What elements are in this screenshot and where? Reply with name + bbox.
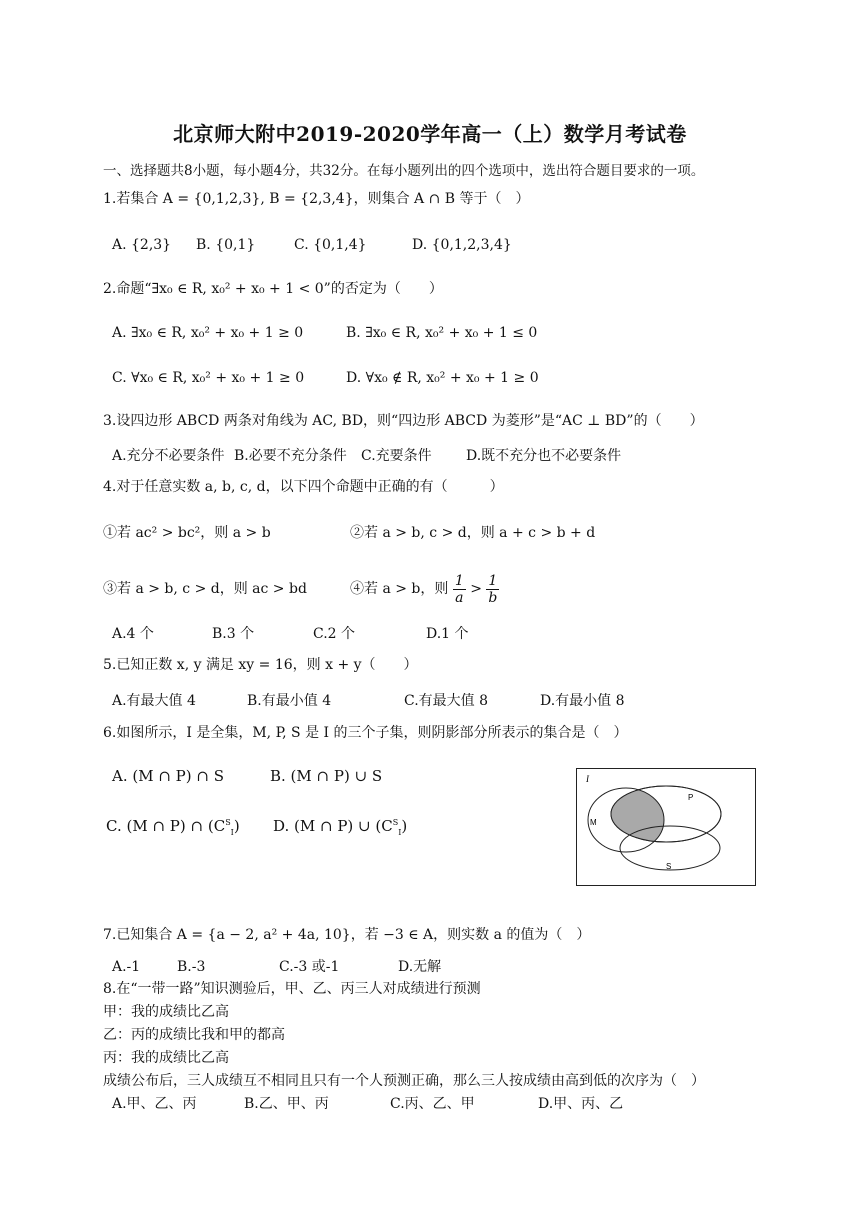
q2-option-c[interactable]: C. ∀x₀ ∈ R, x₀² + x₀ + 1 ≥ 0 xyxy=(112,370,305,386)
q7-option-b[interactable]: B.-3 xyxy=(177,959,206,975)
q8-option-a[interactable]: A.甲、乙、丙 xyxy=(112,1096,197,1112)
q4-statement-3: ③若 a > b, c > d，则 ac > bd xyxy=(103,581,307,597)
q6-d-close: ) xyxy=(401,817,408,835)
q7-option-c[interactable]: C.-3 或-1 xyxy=(279,959,340,975)
frac2-numerator: 1 xyxy=(488,572,498,589)
frac1-numerator: 1 xyxy=(454,572,464,589)
q2-stem: 2.命题“∃x₀ ∈ R, x₀² + x₀ + 1 < 0”的否定为（ ） xyxy=(103,281,443,297)
frac1-denominator: a xyxy=(455,589,464,606)
page-title: 北京师大附中2019-2020学年高一（上）数学月考试卷 xyxy=(173,122,687,146)
q8-option-c[interactable]: C.丙、乙、甲 xyxy=(390,1096,475,1112)
q4-statement-4 xyxy=(350,572,499,606)
q8-stem: 8.在“一带一路”知识测验后，甲、乙、丙三人对成绩进行预测 xyxy=(103,981,481,997)
q4-stem: 4.对于任意实数 a, b, c, d，以下四个命题中正确的有（ ） xyxy=(103,479,504,495)
q4-option-a[interactable]: A.4 个 xyxy=(112,626,154,642)
q5-stem: 5.已知正数 x, y 满足 xy = 16，则 x + y（ ） xyxy=(103,657,418,673)
q6-option-a[interactable]: A. (M ∩ P) ∩ S xyxy=(112,767,225,785)
q8-line-2: 乙：丙的成绩比我和甲的都高 xyxy=(103,1027,285,1043)
q3-stem: 3.设四边形 ABCD 两条对角线为 AC, BD，则“四边形 ABCD 为菱形”是“AC ⊥ BD”的（ ） xyxy=(103,413,704,429)
q8-line-1: 甲：我的成绩比乙高 xyxy=(103,1004,229,1020)
q6-d-sub: I xyxy=(398,828,402,837)
q3-option-c[interactable]: C.充要条件 xyxy=(361,448,432,464)
q6-option-d-text: D. (M ∩ P) ∪ (C xyxy=(273,817,393,835)
q4-option-c[interactable]: C.2 个 xyxy=(313,626,356,642)
q6-c-close: ) xyxy=(233,817,240,835)
q5-option-a[interactable]: A.有最大值 4 xyxy=(112,693,196,709)
q6-option-c-text: C. (M ∩ P) ∩ (C xyxy=(106,817,226,835)
q8-line-3: 丙：我的成绩比乙高 xyxy=(103,1050,229,1066)
q6-c-sub: I xyxy=(230,828,234,837)
label-s: S xyxy=(666,862,672,871)
q8-line-4: 成绩公布后，三人成绩互不相同且只有一个人预测正确，那么三人按成绩由高到低的次序为（ ） xyxy=(103,1073,705,1089)
label-p: P xyxy=(688,793,694,802)
q8-option-b[interactable]: B.乙、甲、丙 xyxy=(244,1096,329,1112)
q8-option-d[interactable]: D.甲、丙、乙 xyxy=(538,1096,624,1112)
q7-stem: 7.已知集合 A = {a − 2, a² + 4a, 10}，若 −3 ∈ A，则实数 a 的值为（ ） xyxy=(103,927,591,943)
q4-option-b[interactable]: B.3 个 xyxy=(212,626,255,642)
frac2-denominator: b xyxy=(488,589,498,606)
q6-option-c[interactable] xyxy=(106,814,240,842)
q2-option-a[interactable]: A. ∃x₀ ∈ R, x₀² + x₀ + 1 ≥ 0 xyxy=(112,325,304,341)
q1-option-d[interactable]: D. {0,1,2,3,4} xyxy=(412,237,512,253)
q3-option-d[interactable]: D.既不充分也不必要条件 xyxy=(466,448,622,464)
q4-statement-1: ①若 ac² > bc²，则 a > b xyxy=(103,525,271,541)
q2-option-d[interactable]: D. ∀x₀ ∉ R, x₀² + x₀ + 1 ≥ 0 xyxy=(346,370,539,386)
label-i: I xyxy=(586,774,589,784)
q5-option-d[interactable]: D.有最小值 8 xyxy=(540,693,625,709)
section-heading: 一、选择题共8小题，每小题4分，共32分。在每小题列出的四个选项中，选出符合题目要求的一项。 xyxy=(103,163,705,179)
q3-option-b[interactable]: B.必要不充分条件 xyxy=(234,448,347,464)
venn-diagram xyxy=(576,768,756,886)
q5-option-b[interactable]: B.有最小值 4 xyxy=(247,693,332,709)
q1-option-a[interactable]: A. {2,3} xyxy=(112,237,172,253)
q6-option-d[interactable] xyxy=(273,814,407,842)
q2-option-b[interactable]: B. ∃x₀ ∈ R, x₀² + x₀ + 1 ≤ 0 xyxy=(346,325,538,341)
q4-fraction-2 xyxy=(486,573,499,606)
q1-option-c[interactable]: C. {0,1,4} xyxy=(294,237,367,253)
q1-stem: 1.若集合 A = {0,1,2,3}, B = {2,3,4}，则集合 A ∩ B 等于（ ） xyxy=(103,191,530,207)
q6-c-sup: S xyxy=(225,818,231,827)
q5-option-c[interactable]: C.有最大值 8 xyxy=(404,693,489,709)
q4-gt-sign: > xyxy=(470,581,482,597)
q6-stem: 6.如图所示，I 是全集，M, P, S 是 I 的三个子集，则阴影部分所表示的集合是（ ） xyxy=(103,725,628,741)
q4-statement-2: ②若 a > b, c > d，则 a + c > b + d xyxy=(350,525,596,541)
q4-statement-4-text: ④若 a > b，则 xyxy=(350,581,449,597)
q4-option-d[interactable]: D.1 个 xyxy=(426,626,469,642)
q7-option-a[interactable]: A.-1 xyxy=(112,959,141,975)
q4-fraction-1 xyxy=(453,573,466,606)
q3-option-a[interactable]: A.充分不必要条件 xyxy=(112,448,225,464)
q6-option-b[interactable]: B. (M ∩ P) ∪ S xyxy=(270,767,383,785)
q6-d-sup: S xyxy=(392,818,399,827)
q1-option-b[interactable]: B. {0,1} xyxy=(196,237,256,253)
label-m: M xyxy=(590,818,597,827)
q7-option-d[interactable]: D.无解 xyxy=(398,959,442,975)
